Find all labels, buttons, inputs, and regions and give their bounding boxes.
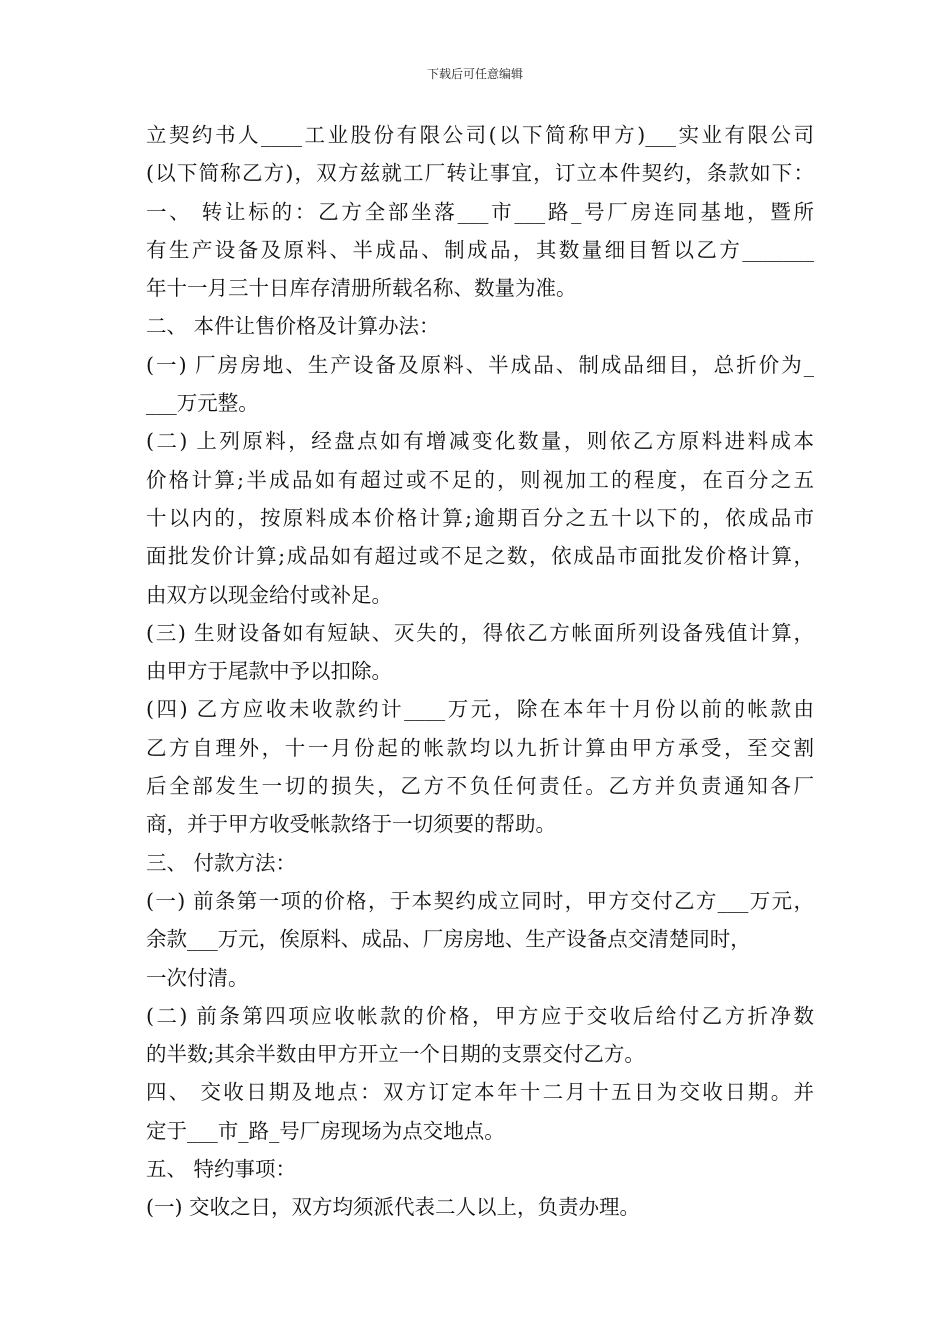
contract-line: (一) 前条第一项的价格，于本契约成立同时，甲方交付乙方___万元， (146, 888, 814, 913)
contract-line: (四) 乙方应收未收款约计____万元，除在本年十月份以前的帐款由 (146, 697, 814, 722)
contract-line: (二) 上列原料，经盘点如有增减变化数量，则依乙方原料进料成本 (146, 429, 814, 454)
contract-line: 价格计算;半成品如有超过或不足的，则视加工的程度，在百分之五 (146, 467, 814, 492)
contract-line: ___万元整。 (146, 391, 259, 416)
contract-line: (二) 前条第四项应收帐款的价格，甲方应于交收后给付乙方折净数 (146, 1003, 814, 1028)
contract-line: 后全部发生一切的损失，乙方不负任何责任。乙方并负责通知各厂 (146, 774, 814, 799)
contract-line: (三) 生财设备如有短缺、灭失的，得依乙方帐面所列设备残值计算， (146, 620, 814, 645)
contract-line: 面批发价计算;成品如有超过或不足之数，依成品市面批发价格计算， (146, 544, 814, 569)
contract-line: 乙方自理外，十一月份起的帐款均以九折计算由甲方承受，至交割 (146, 735, 814, 760)
contract-line: 有生产设备及原料、半成品、制成品，其数量细目暂以乙方_______ (146, 237, 814, 262)
contract-line: 的半数;其余半数由甲方开立一个日期的支票交付乙方。 (146, 1042, 645, 1067)
contract-line: 定于___市_路_号厂房现场为点交地点。 (146, 1118, 505, 1143)
contract-line: 余款___万元，俟原料、成品、厂房房地、生产设备点交清楚同时， (146, 927, 751, 952)
contract-body (146, 116, 814, 1227)
contract-line: 商，并于甲方收受帐款络于一切须要的帮助。 (146, 812, 556, 837)
contract-line: 由双方以现金给付或补足。 (146, 582, 392, 607)
contract-line: 一次付清。 (146, 965, 249, 990)
contract-line: (一) 厂房房地、生产设备及原料、半成品、制成品细目，总折价为_ (146, 352, 814, 377)
contract-line: 四、 交收日期及地点：双方订定本年十二月十五日为交收日期。并 (146, 1080, 814, 1105)
contract-line: 三、 付款方法： (146, 850, 297, 875)
contract-line: 五、 特约事项： (146, 1157, 297, 1182)
contract-line: 二、 本件让售价格及计算办法： (146, 314, 440, 339)
contract-line: (一) 交收之日，双方均须派代表二人以上，负责办理。 (146, 1195, 641, 1220)
page-header-note: 下载后可任意编辑 (426, 67, 523, 81)
contract-line: 十以内的，按原料成本价格计算;逾期百分之五十以下的，依成品市 (146, 505, 814, 530)
contract-line: 一、 转让标的：乙方全部坐落___市___路_号厂房连同基地，暨所 (146, 199, 814, 224)
contract-line: (以下简称乙方)，双方兹就工厂转让事宜，订立本件契约，条款如下： (146, 161, 814, 186)
contract-line: 年十一月三十日库存清册所载名称、数量为准。 (146, 276, 577, 301)
contract-line: 由甲方于尾款中予以扣除。 (146, 659, 392, 684)
contract-line: 立契约书人____工业股份有限公司(以下简称甲方)___实业有限公司 (146, 123, 814, 147)
